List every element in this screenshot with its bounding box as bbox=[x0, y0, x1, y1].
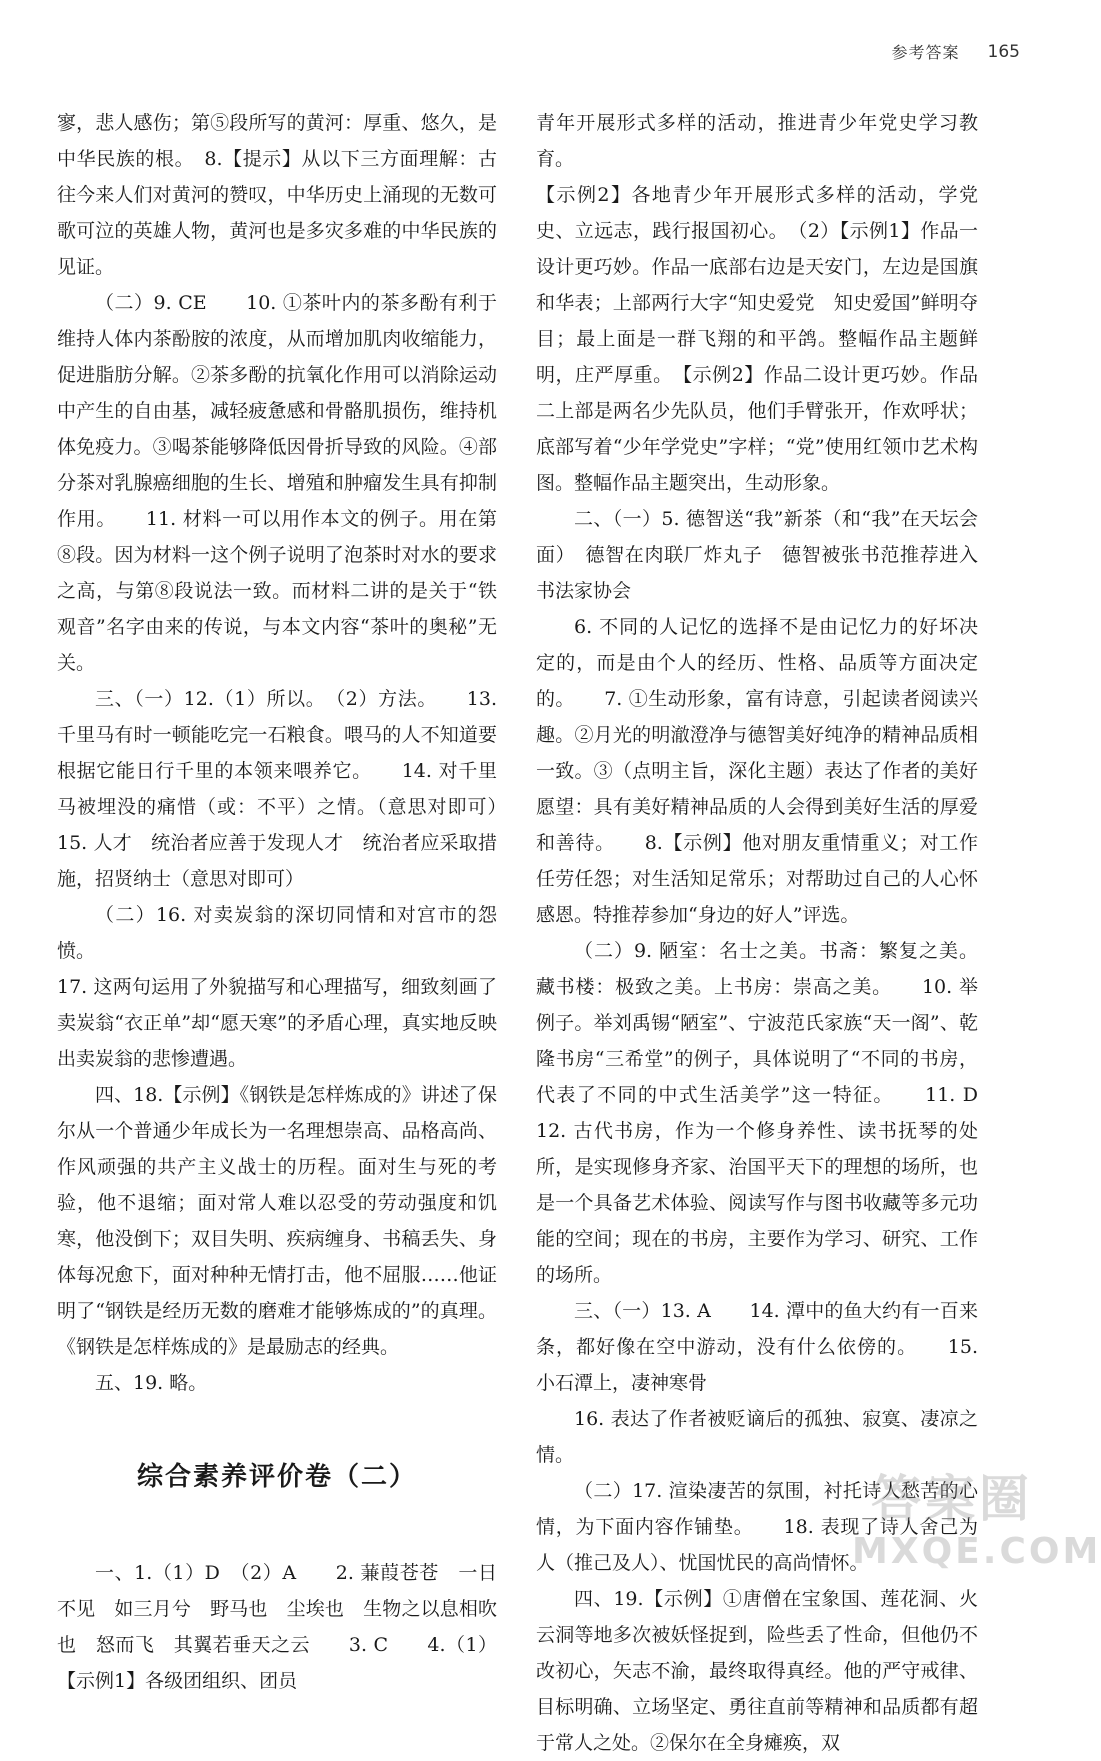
answer-paragraph: 三、（一）12.（1）所以。 （2）方法。 13. 千里马有时一顿能吃完一石粮食。喂马的人不知道要根据它能日行千里的本领来喂养它。 14. 对千里马被埋没的痛惜（或：不平）之情。（意思对即可） 15. 人才 统治者应善于发现人才 统治者应采取措施，招贤纳士（意思对即可） bbox=[57, 688, 536, 890]
left-paragraphs-after bbox=[57, 1555, 497, 1699]
answer-paragraph: 四、18.【示例】《钢铁是怎样炼成的》讲述了保尔从一个普通少年成长为一名理想崇高、品格高尚、作风顽强的共产主义战士的历程。面对生与死的考验，他不退缩；面对常人难以忍受的劳动强度和饥寒，他没倒下；双目失明、疾病缠身、书稿丢失、身体每况愈下，面对种种无情打击，他不屈服……他证明了“钢铁是经历无数的磨难才能够炼成的”的真理。《钢铁是怎样炼成的》是最励志的经典。 bbox=[57, 1084, 497, 1358]
watermark-url-text: MXQE.COM bbox=[852, 1531, 1101, 1572]
answer-paragraph: （二）17. 渲染凄苦的氛围，衬托诗人愁苦的心情，为下面内容作铺垫。 18. 表现了诗人舍己为人（推己及人）、忧国忧民的高尚情怀。 bbox=[536, 1480, 978, 1574]
answer-paragraph: 四、19.【示例】①唐僧在宝象国、莲花洞、火云洞等地多次被妖怪捉到，险些丢了性命，但他仍不改初心，矢志不渝，最终取得真经。他的严守戒律、目标明确、立场坚定、勇往直前等精神和品质都有超于常人之处。②保尔在全身瘫痪，双 bbox=[536, 1588, 978, 1754]
answer-paragraph: 6. 不同的人记忆的选择不是由记忆力的好坏决定的，而是由个人的经历、性格、品质等方面决定的。 7. ①生动形象，富有诗意，引起读者阅读兴趣。②月光的明澈澄净与德智美好纯净的精神品质相一致。③（点明主旨，深化主题）表达了作者的美好愿望：具有美好精神品质的人会得到美好生活的厚爱和善待。 8.【示例】他对朋友重情重义；对工作任劳任怨；对生活知足常乐；对帮助过自己的人心怀感恩。特推荐参加“身边的好人”评选。 bbox=[536, 616, 978, 926]
answer-paragraph: 16. 表达了作者被贬谪后的孤独、寂寞、凄凉之情。 bbox=[536, 1408, 978, 1466]
answer-paragraph: （二）9. CE 10. ①茶叶内的茶多酚有利于维持人体内茶酚胺的浓度，从而增加肌肉收缩能力，促进脂肪分解。②茶多酚的抗氧化作用可以消除运动中产生的自由基，减轻疲惫感和骨骼肌损伤，维持机体免疫力。③喝茶能够降低因骨折导致的风险。④部分茶对乳腺癌细胞的生长、增殖和肿瘤发生具有抑制作用。 11. 材料一可以用作本文的例子。用在第⑧段。因为材料一这个例子说明了泡茶时对水的要求之高，与第⑧段说法一致。而材料二讲的是关于“铁观音”名字由来的传说，与本文内容“茶叶的奥秘”无关。 bbox=[57, 292, 497, 674]
answer-paragraph: 五、19. 略。 bbox=[95, 1372, 208, 1394]
answer-paragraph: 17. 这两句运用了外貌描写和心理描写，细致刻画了卖炭翁“衣正单”却“愿天寒”的矛盾心理，真实地反映出卖炭翁的悲惨遭遇。 bbox=[57, 976, 497, 1070]
answer-paragraph: 青年开展形式多样的活动，推进青少年党史学习教育。 bbox=[536, 112, 978, 170]
site-watermark bbox=[852, 1468, 1101, 1588]
left-paragraphs-before bbox=[57, 105, 536, 1401]
answer-paragraph: 【示例2】各地青少年开展形式多样的活动，学党史、立远志，践行报国初心。 （2）【示例1】作品一设计更巧妙。作品一底部右边是天安门，左边是国旗和华表；上部两行大字“知史爱党 知史爱国”鲜明夺目；最上面是一群飞翔的和平鸽。整幅作品主题鲜明，庄严厚重。 【示例2】作品二设计更巧妙。作品二上部是两名少先队员，他们手臂张开，作欢呼状；底部写着“少年学党史”字样；“党”使用红领巾艺术构图。整幅作品主题突出，生动形象。 bbox=[536, 184, 978, 494]
watermark-logo-text: 答案圈 bbox=[871, 1470, 1033, 1528]
answer-paragraph: 寥，悲人感伤；第⑤段所写的黄河：厚重、悠久，是中华民族的根。 8.【提示】从以下三方面理解：古往今来人们对黄河的赞叹，中华历史上涌现的无数可歌可泣的英雄人物，黄河也是多灾多难的中华民族的见证。 bbox=[57, 112, 497, 278]
page-number: 165 bbox=[987, 41, 1020, 62]
answer-paragraph: （二）16. 对卖炭翁的深切同情和对宫市的怨愤。 bbox=[57, 904, 497, 962]
answer-paragraph: （二）9. 陋室：名士之美。书斋：繁复之美。藏书楼：极致之美。上书房：崇高之美。 10. 举例子。举刘禹锡“陋室”、宁波范氏家族“天一阁”、乾隆书房“三希堂”的例子，具体说明了“不同的书房，代表了不同的中式生活美学”这一特征。 11. D 12. 古代书房，作为一个修身养性、读书抚琴的处所，是实现修身齐家、治国平天下的理想的场所，也是一个具备艺术体验、阅读写作与图书收藏等多元功能的空间；现在的书房，主要作为学习、研究、工作的场所。 bbox=[536, 940, 1017, 1286]
left-column bbox=[57, 105, 536, 1699]
page-header bbox=[892, 40, 1020, 63]
answer-paragraph: 二、（一）5. 德智送“我”新茶（和“我”在天坛会面） 德智在肉联厂炸丸子 德智被张书范推荐进入书法家协会 bbox=[536, 508, 978, 602]
answer-paragraph: 一、1.（1）D （2）A 2. 蒹葭苍苍 一日不见 如三月兮 野马也 尘埃也 生物之以息相吹也 怒而飞 其翼若垂天之云 3. C 4.（1）【示例1】各级团组织、团员 bbox=[57, 1562, 497, 1692]
header-title: 参考答案 bbox=[891, 43, 960, 62]
section-title: 综合素养评价卷（二） bbox=[136, 1462, 417, 1492]
answer-paragraph: 三、（一）13. A 14. 潭中的鱼大约有一百来条，都好像在空中游动，没有什么依傍的。 15. 小石潭上，凄神寒骨 bbox=[536, 1300, 978, 1394]
